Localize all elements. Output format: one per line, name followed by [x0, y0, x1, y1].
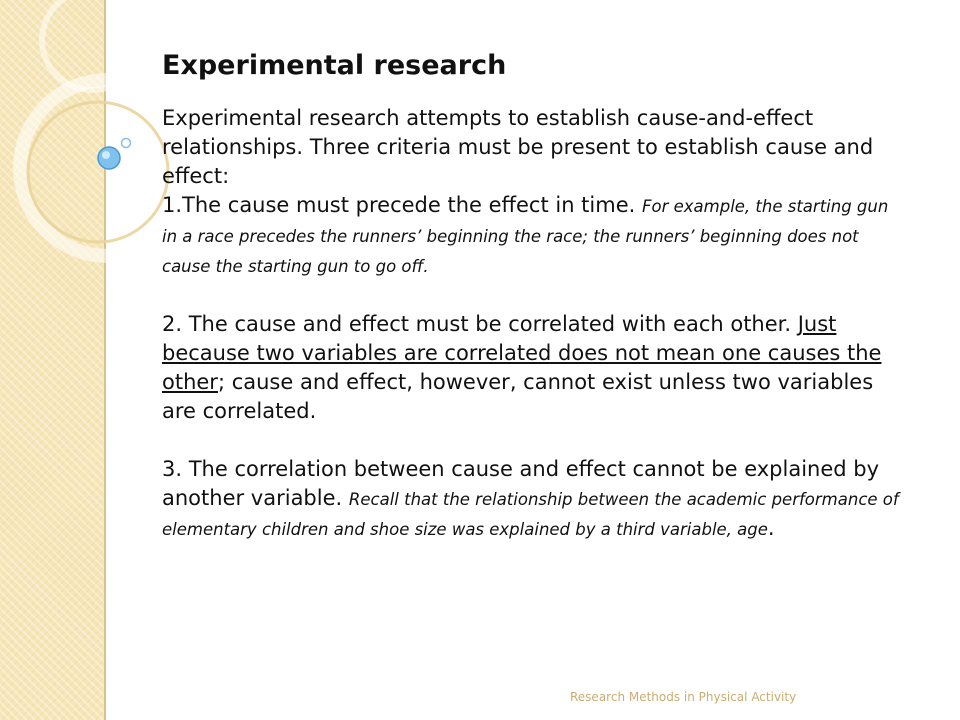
- spacer: [162, 426, 902, 455]
- criterion-3: [162, 455, 902, 544]
- criterion-3-end: .: [767, 516, 775, 540]
- criterion-2-underlined: Just because two variables are correlated does not mean one causes the other: [162, 312, 882, 394]
- intro-paragraph: Experimental research attempts to establish cause-and-effect relationships. Three criteria must be present to establish cause and effect:: [162, 106, 874, 188]
- criterion-1-text: 1.The cause must precede the effect in time.: [162, 193, 636, 217]
- criterion-2-text: 2. The cause and effect must be correlated with each other.: [162, 312, 792, 336]
- criterion-1: [162, 191, 902, 281]
- criterion-3-text: 3. The correlation between cause and effect cannot be explained by another variable.: [162, 457, 880, 510]
- criterion-1-example: For example, the starting gun in a race precedes the runners’ beginning the race; the runners’ beginning does not cause the starting gun to go off.: [162, 197, 889, 276]
- slide-title: Experimental research: [162, 50, 507, 81]
- slide-content: [162, 48, 902, 544]
- criterion-3-example: Recall that the relationship between the academic performance of elementary children and shoe size was explained by a third variable, age: [162, 490, 899, 539]
- criterion-2-rest: ; cause and effect, however, cannot exist unless two variables are correlated.: [162, 370, 874, 423]
- slide-footer: Research Methods in Physical Activity: [570, 690, 797, 704]
- criterion-2: [162, 310, 902, 426]
- spacer: [162, 281, 902, 310]
